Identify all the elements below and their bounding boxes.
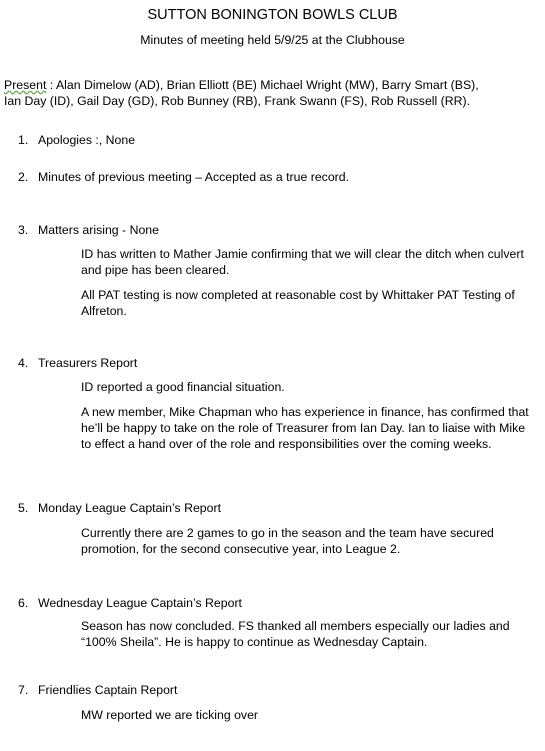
agenda-item-4-heading	[18, 355, 137, 371]
agenda-item-1-heading	[18, 132, 135, 148]
agenda-item-title: Treasurers Report	[38, 356, 138, 370]
agenda-item-paragraph: Currently there are 2 games to go in the season and the team have secured promotion, for the second consecutive year, into League 2.	[81, 526, 494, 556]
agenda-item-number: 1.	[18, 133, 29, 147]
club-title: SUTTON BONINGTON BOWLS CLUB	[147, 7, 398, 23]
agenda-item-paragraph: MW reported we are ticking over	[81, 708, 259, 722]
agenda-item-number: 3.	[18, 223, 29, 237]
agenda-item-number: 2.	[18, 170, 29, 184]
attendees-line-1: : Alan Dimelow (AD), Brian Elliott (BE) Michael Wright (MW), Barry Smart (BS),	[46, 78, 479, 92]
agenda-item-paragraph: Season has now concluded. FS thanked all members especially our ladies and “100% Sheila”. He is happy to continue as Wednesday Captain.	[81, 619, 510, 649]
agenda-item-number: 5.	[18, 501, 29, 515]
agenda-item-number: 7.	[18, 683, 29, 697]
agenda-item-paragraph: All PAT testing is now completed at reasonable cost by Whittaker PAT Testing of Alfreton.	[81, 288, 515, 318]
present-label: Present	[4, 78, 47, 92]
agenda-item-2-heading	[18, 169, 349, 185]
agenda-item-title: Monday League Captain’s Report	[38, 501, 221, 515]
agenda-item-title: Matters arising - None	[38, 223, 159, 237]
agenda-item-paragraph: A new member, Mike Chapman who has experience in finance, has confirmed that he’ll be happy to take on the role of Treasurer from Ian Day. Ian to liaise with Mike to effect a hand over of the role and responsibilities over the coming weeks.	[81, 405, 529, 451]
agenda-item-paragraph: ID reported a good financial situation.	[81, 380, 285, 394]
agenda-item-3-heading	[18, 222, 159, 238]
agenda-item-number: 4.	[18, 356, 29, 370]
agenda-item-number: 6.	[18, 596, 29, 610]
agenda-item-5-heading	[18, 500, 221, 516]
agenda-item-title: Minutes of previous meeting – Accepted as a true record.	[38, 170, 350, 184]
agenda-item-7-heading	[18, 682, 177, 698]
attendees-line-2: Ian Day (ID), Gail Day (GD), Rob Bunney (RB), Frank Swann (FS), Rob Russell (RR).	[4, 94, 471, 108]
agenda-item-title: Wednesday League Captain’s Report	[38, 596, 242, 610]
agenda-item-title: Apologies :, None	[38, 133, 136, 147]
agenda-item-6-heading	[18, 595, 242, 611]
meeting-subtitle: Minutes of meeting held 5/9/25 at the Clubhouse	[140, 33, 405, 47]
attendees-block	[4, 77, 540, 109]
agenda-item-title: Friendlies Captain Report	[38, 683, 178, 697]
agenda-item-paragraph: ID has written to Mather Jamie confirming that we will clear the ditch when culvert and pipe has been cleared.	[81, 247, 524, 277]
